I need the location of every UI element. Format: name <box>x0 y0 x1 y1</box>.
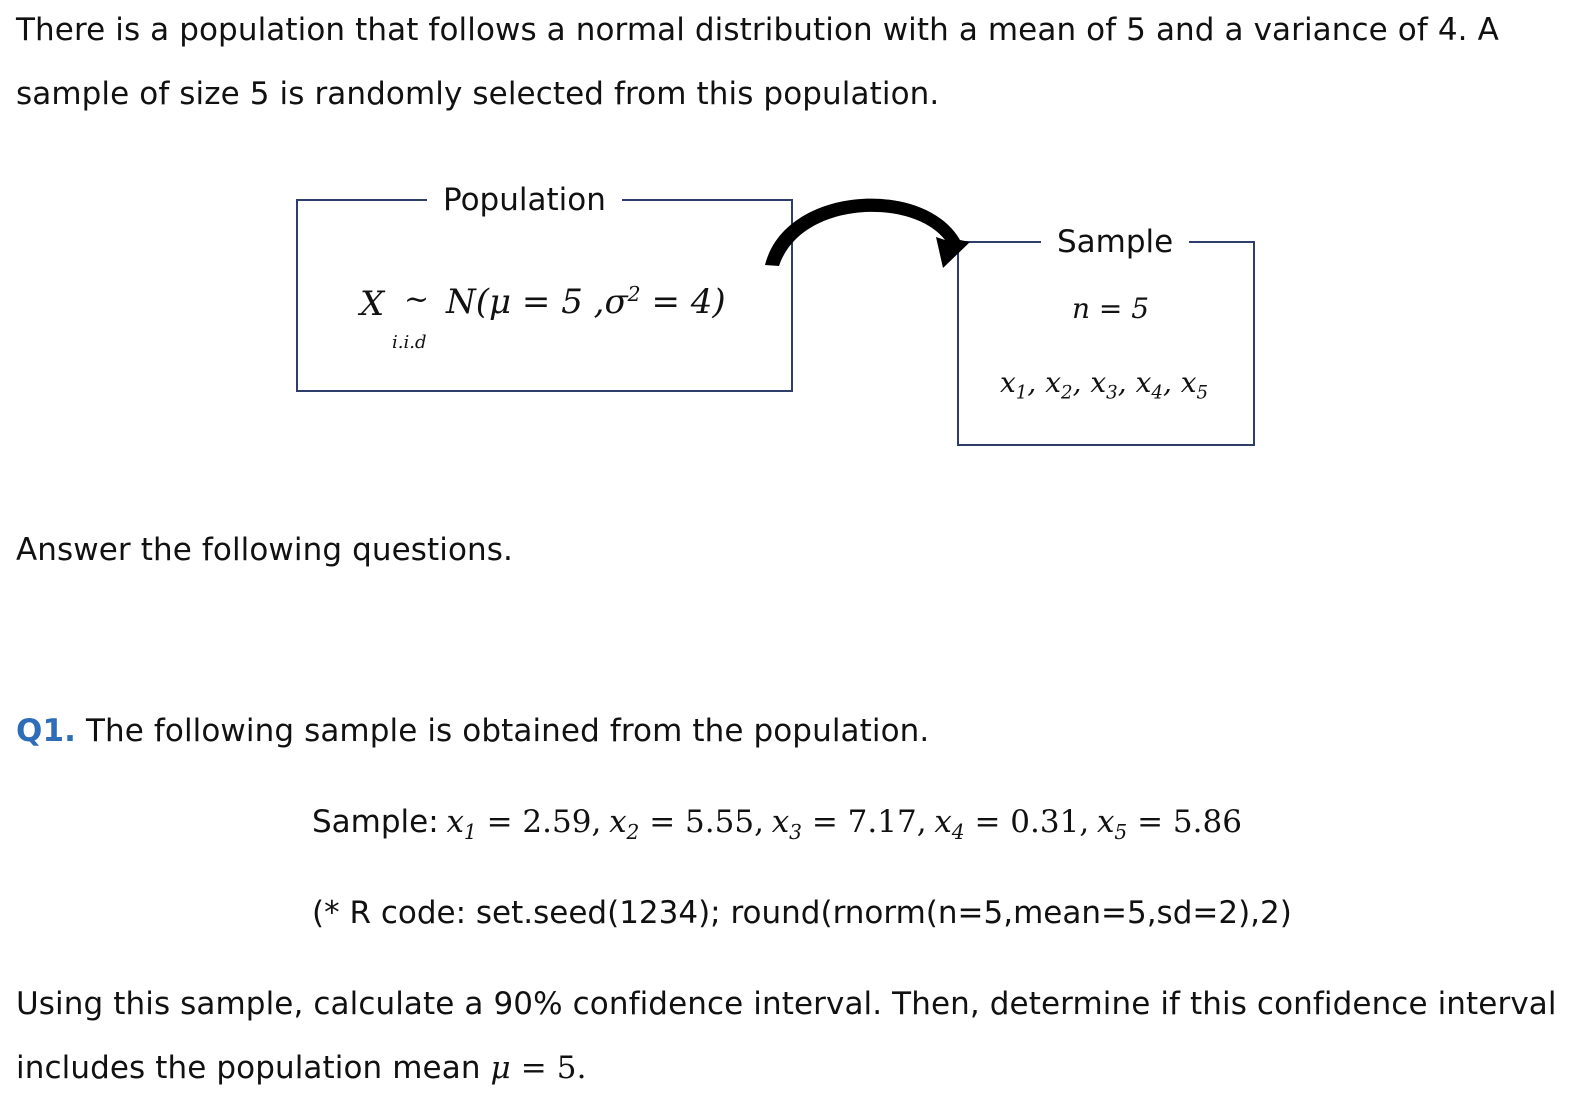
population-distribution <box>446 282 726 322</box>
sample-title: Sample <box>1041 224 1189 260</box>
sample-value-4: $x_4 = 0.31$, <box>934 804 1090 845</box>
q1-task-line-2 <box>16 1050 587 1086</box>
task-line-2-prefix: includes the population mean <box>16 1050 491 1086</box>
tilde-symbol: ~ <box>404 282 430 317</box>
sampling-arrow <box>755 190 1015 290</box>
mu-symbol: μ <box>490 1050 511 1086</box>
sample-var-4: $x_4$ <box>1135 366 1163 404</box>
sample-var-2: $x_2$ <box>1045 366 1073 404</box>
task-line-2-suffix: = 5. <box>510 1050 587 1086</box>
sample-label: Sample: <box>312 804 439 840</box>
distribution-exponent: 2 <box>627 282 641 306</box>
sample-variables: $x_1$, $x_2$, $x_3$, $x_4$, $x_5$ <box>1000 366 1209 404</box>
sample-var-5: $x_5$ <box>1180 366 1209 404</box>
q1-sample-values <box>312 804 1242 844</box>
q1-label: Q1. <box>16 713 76 749</box>
sampling-arrow-icon <box>765 199 970 268</box>
sample-value-5: $x_5 = 5.86$ <box>1096 804 1242 845</box>
sample-size: n = 5 <box>1072 292 1150 325</box>
r-code-note: (* R code: set.seed(1234); round(rnorm(n=5,mean=5,sd=2),2) <box>312 895 1292 931</box>
sample-var-1: $x_1$ <box>1000 366 1028 404</box>
distribution-suffix: = 4) <box>640 282 726 323</box>
sample-value-3: $x_3 = 7.17$, <box>771 804 927 845</box>
prompt-text: Answer the following questions. <box>16 532 514 568</box>
q1-task-line-1: Using this sample, calculate a 90% confidence interval. Then, determine if this confidence interval <box>16 986 1557 1022</box>
q1-text: The following sample is obtained from the population. <box>76 713 930 749</box>
iid-label: i.i.d <box>392 332 427 353</box>
intro-line-1: There is a population that follows a normal distribution with a mean of 5 and a variance of 4. A <box>16 12 1499 48</box>
intro-line-2: sample of size 5 is randomly selected from this population. <box>16 76 940 112</box>
sample-value-2: $x_2 = 5.55$, <box>609 804 764 845</box>
q1-heading <box>16 713 929 749</box>
sample-var-3: $x_3$ <box>1090 366 1118 404</box>
sample-value-1: $x_1 = 2.59$, <box>446 804 602 845</box>
distribution-prefix: N(μ = 5 ,σ <box>446 282 628 323</box>
population-title: Population <box>427 182 622 218</box>
population-variable: X <box>360 284 385 324</box>
